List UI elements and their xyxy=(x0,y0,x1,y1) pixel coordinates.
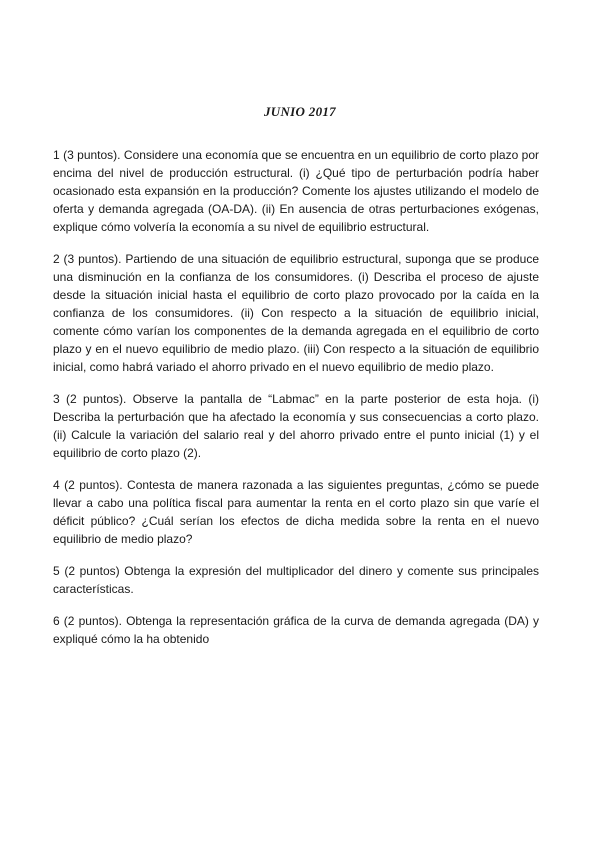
question-4: 4 (2 puntos). Contesta de manera razonada a las siguientes preguntas, ¿cómo se puede llevar a cabo una política fiscal para aumentar la renta en el corto plazo sin que varíe el déficit público? ¿Cuál serían los efectos de dicha medida sobre la renta en el nuevo equilibrio de medio plazo? xyxy=(53,478,539,546)
question-1: 1 (3 puntos). Considere una economía que se encuentra en un equilibrio de corto plazo por encima del nivel de producción estructural. (i) ¿Qué tipo de perturbación podría haber ocasionado esta expansión en la producción? Comente los ajustes utilizando el modelo de oferta y demanda agregada (OA-DA). (ii) En ausencia de otras perturbaciones exógenas, explique cómo volvería la economía a su nivel de equilibrio estructural. xyxy=(53,148,539,234)
question-2: 2 (3 puntos). Partiendo de una situación de equilibrio estructural, suponga que se produce una disminución en la confianza de los consumidores. (i) Describa el proceso de ajuste desde la situación inicial hasta el equilibrio de corto plazo provocado por la caída en la confianza de los consumidores. (ii) Con respecto a la situación de equilibrio inicial, comente cómo varían los componentes de la demanda agregada en el equilibrio de corto plazo y en el nuevo equilibrio de medio plazo. (iii) Con respecto a la situación de equilibrio inicial, como habrá variado el ahorro privado en el nuevo equilibrio de medio plazo. xyxy=(53,252,539,374)
question-5: 5 (2 puntos) Obtenga la expresión del multiplicador del dinero y comente sus principales características. xyxy=(53,564,539,596)
question-list xyxy=(53,146,539,648)
exam-title: JUNIO 2017 xyxy=(264,104,336,119)
question-6: 6 (2 puntos). Obtenga la representación gráfica de la curva de demanda agregada (DA) y expliqué cómo la ha obtenido xyxy=(53,614,539,646)
question-3: 3 (2 puntos). Observe la pantalla de “Labmac” en la parte posterior de esta hoja. (i) Describa la perturbación que ha afectado la economía y sus consecuencias a corto plazo. (ii) Calcule la variación del salario real y del ahorro privado entre el punto inicial (1) y el equilibrio de corto plazo (2). xyxy=(53,392,539,460)
